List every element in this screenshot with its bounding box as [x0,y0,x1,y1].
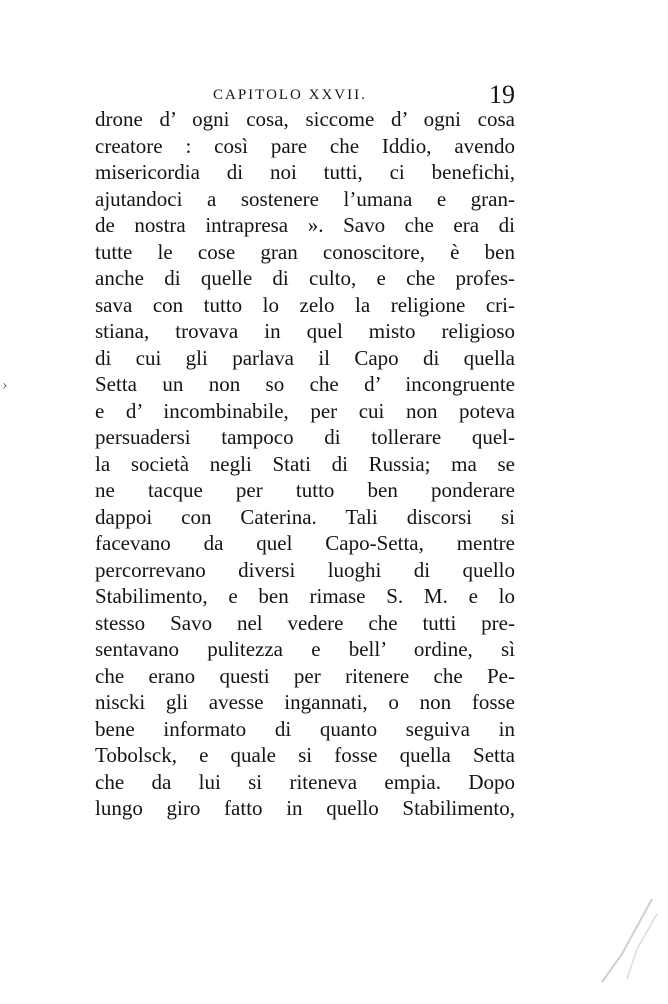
text-line: de nostra intrapresa ». Savo che era di [95,213,515,237]
page-scuff-icon [592,894,662,984]
text-line: lungo giro fatto in quello Stabilimento, [95,796,515,820]
text-line: facevano da quel Capo-Setta, mentre [95,531,515,555]
text-line: drone d’ ogni cosa, siccome d’ ogni cosa [95,107,515,131]
text-line: di cui gli parlava il Capo di quella [95,345,515,370]
text-line: anche di quelle di culto, e che profes- [95,266,515,290]
text-line: Setta un non so che d’ incongruente [95,372,515,396]
text-line: bene informato di quanto seguiva in [95,716,515,741]
text-line: sentavano pulitezza e bell’ ordine, sì [95,637,515,661]
text-line: Tobolsck, e quale si fosse quella Setta [95,743,515,767]
text-line: dappoi con Caterina. Tali discorsi si [95,504,515,529]
text-line: percorrevano diversi luoghi di quello [95,557,515,582]
running-head: CAPITOLO XXVII. [213,87,367,103]
page-number: 19 [489,80,515,109]
text-line: niscki gli avesse ingannati, o non fosse [95,690,515,714]
text-line: e d’ incombinabile, per cui non poteva [95,398,515,423]
text-line: stesso Savo nel vedere che tutti pre- [95,610,515,635]
text-line: creatore : così pare che Iddio, avendo [95,133,515,158]
text-line: misericordia di noi tutti, ci benefichi, [95,160,515,184]
text-line: stiana, trovava in quel misto religioso [95,319,515,343]
body-text [95,106,515,822]
text-line: persuadersi tampoco di tollerare quel- [95,425,515,449]
text-line: sava con tutto lo zelo la religione cri- [95,292,515,317]
text-line: la società negli Stati di Russia; ma se [95,451,515,476]
text-line: che erano questi per ritenere che Pe- [95,663,515,688]
text-line: ajutandoci a sostenere l’umana e gran- [95,186,515,211]
text-line: tutte le cose gran conoscitore, è ben [95,239,515,264]
text-line: Stabilimento, e ben rimase S. M. e lo [95,584,515,608]
margin-mark-icon: › [2,378,8,394]
text-line: che da lui si riteneva empia. Dopo [95,769,515,794]
text-line: ne tacque per tutto ben ponderare [95,478,515,502]
